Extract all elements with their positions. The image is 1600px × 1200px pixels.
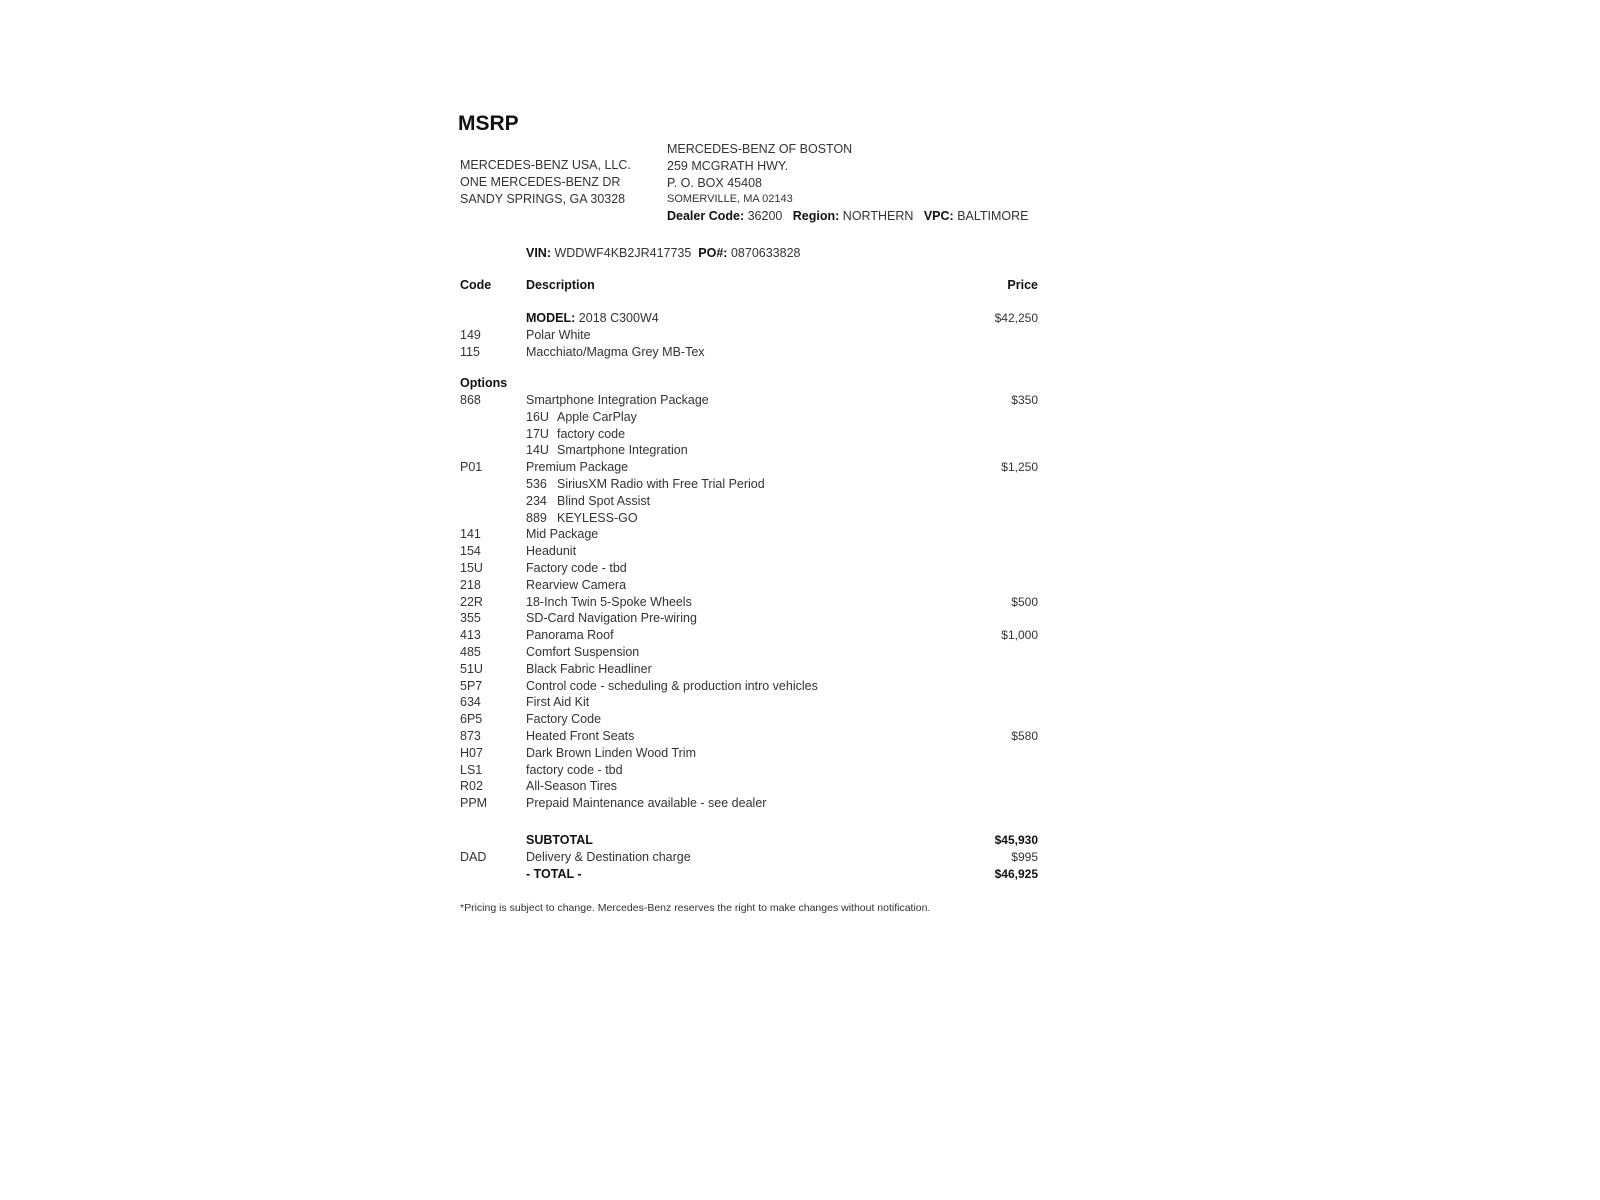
- option-description: Comfort Suspension: [526, 645, 640, 659]
- delivery-row: [460, 850, 1038, 867]
- option-description: factory code - tbd: [526, 762, 623, 777]
- dealer-code: 36200: [747, 209, 783, 224]
- column-headers: [460, 278, 1038, 295]
- row-code: 115: [460, 345, 480, 359]
- option-code: 355: [460, 611, 481, 626]
- option-code: 22R: [460, 594, 483, 609]
- option-code: 15U: [460, 561, 483, 575]
- dealer-line: MERCEDES-BENZ OF BOSTON: [667, 142, 853, 156]
- option-subitem-label: factory code: [557, 426, 626, 441]
- option-code: 634: [460, 695, 481, 710]
- option-row: [460, 527, 1038, 544]
- option-subitem-row: [460, 427, 1038, 444]
- option-description: Headunit: [526, 544, 577, 559]
- model-label: MODEL:: [526, 311, 576, 325]
- option-description: All-Season Tires: [526, 779, 618, 794]
- price-header: Price: [1007, 278, 1038, 292]
- option-description: Control code - scheduling & production intro vehicles: [526, 678, 818, 693]
- vin-value: WDDWF4KB2JR417735: [554, 246, 692, 260]
- option-code: 413: [460, 628, 481, 643]
- option-row: [460, 679, 1038, 696]
- option-code: PPM: [460, 796, 488, 811]
- option-description: [526, 494, 650, 508]
- dealer-line: 259 MCGRATH HWY.: [667, 158, 789, 173]
- delivery-code: DAD: [460, 850, 487, 864]
- option-subcode: 234: [526, 493, 547, 508]
- option-row: [460, 729, 1038, 746]
- option-subitem-row: [460, 511, 1038, 528]
- option-code: 6P5: [460, 712, 483, 727]
- manufacturer-address: [460, 157, 631, 207]
- option-code: 51U: [460, 661, 483, 676]
- manufacturer-line: MERCEDES-BENZ USA, LLC.: [460, 158, 631, 172]
- model-detail-row: [460, 328, 1038, 345]
- options-heading: Options: [460, 376, 508, 390]
- vin-po-line: [526, 246, 801, 260]
- model-value: 2018 C300W4: [578, 311, 659, 325]
- option-row: [460, 779, 1038, 796]
- option-row: [460, 712, 1038, 729]
- option-description: Black Fabric Headliner: [526, 661, 652, 676]
- delivery-label: Delivery & Destination charge: [526, 850, 691, 864]
- option-price: $350: [1011, 393, 1038, 407]
- vin-label: VIN:: [526, 246, 551, 260]
- option-description: [526, 477, 765, 491]
- option-price: $1,000: [1001, 628, 1038, 643]
- option-subcode: 16U: [526, 409, 549, 424]
- option-code: P01: [460, 460, 483, 475]
- option-code: 5P7: [460, 678, 483, 693]
- page-title: MSRP: [458, 112, 519, 135]
- row-description: Polar White: [526, 328, 591, 342]
- dealer-code-label: Dealer Code:: [667, 209, 745, 224]
- option-row: [460, 460, 1038, 477]
- option-subcode: 536: [526, 477, 547, 491]
- option-subitem-label: KEYLESS-GO: [557, 510, 638, 525]
- option-description: [526, 443, 688, 457]
- option-description: 18-Inch Twin 5-Spoke Wheels: [526, 594, 692, 609]
- option-code: 868: [460, 393, 481, 407]
- option-code: 218: [460, 577, 481, 592]
- option-row: [460, 662, 1038, 679]
- option-description: Dark Brown Linden Wood Trim: [526, 745, 696, 760]
- manufacturer-line: ONE MERCEDES-BENZ DR: [460, 174, 621, 189]
- option-description: Heated Front Seats: [526, 729, 635, 743]
- manufacturer-line: SANDY SPRINGS, GA 30328: [460, 191, 626, 206]
- option-row: [460, 695, 1038, 712]
- code-header: Code: [460, 278, 492, 292]
- total-row: [460, 867, 1038, 884]
- option-row: [460, 763, 1038, 780]
- option-row: [460, 628, 1038, 645]
- model-description: [526, 311, 659, 325]
- option-code: 873: [460, 729, 481, 743]
- total-value: $46,925: [994, 867, 1038, 881]
- option-code: 154: [460, 544, 481, 559]
- option-row: [460, 595, 1038, 612]
- option-subitem-label: SiriusXM Radio with Free Trial Period: [557, 477, 765, 491]
- option-subitem-row: [460, 410, 1038, 427]
- option-description: Prepaid Maintenance available - see dealer: [526, 796, 767, 811]
- option-description: Smartphone Integration Package: [526, 393, 709, 407]
- option-description: Panorama Roof: [526, 628, 614, 643]
- option-row: [460, 796, 1038, 813]
- description-header: Description: [526, 278, 595, 292]
- option-description: First Aid Kit: [526, 695, 590, 710]
- option-subitem-row: [460, 477, 1038, 494]
- model-price: $42,250: [994, 311, 1038, 325]
- option-price: $580: [1011, 729, 1038, 743]
- option-description: [526, 410, 637, 424]
- region-value: NORTHERN: [842, 209, 914, 224]
- option-code: R02: [460, 779, 483, 794]
- option-subcode: 17U: [526, 426, 549, 441]
- option-code: LS1: [460, 762, 483, 777]
- model-detail-row: [460, 345, 1038, 362]
- region-label: Region:: [792, 209, 840, 224]
- option-description: Factory Code: [526, 712, 602, 727]
- option-price: $1,250: [1001, 460, 1038, 475]
- po-label: PO#:: [698, 246, 728, 260]
- option-description: Premium Package: [526, 460, 629, 475]
- dealer-line: P. O. BOX 45408: [667, 175, 762, 190]
- subtotal-row: [460, 833, 1038, 850]
- option-row: [460, 561, 1038, 578]
- option-row: [460, 645, 1038, 662]
- vpc-value: BALTIMORE: [957, 209, 1029, 224]
- option-subitem-label: Smartphone Integration: [557, 443, 688, 458]
- option-code: 485: [460, 645, 481, 659]
- dealer-city: SOMERVILLE, MA 02143: [667, 193, 793, 206]
- option-row: [460, 393, 1038, 410]
- option-description: SD-Card Navigation Pre-wiring: [526, 611, 697, 626]
- option-row: [460, 578, 1038, 595]
- dealer-address: [667, 141, 1029, 225]
- dealer-info: [667, 208, 1029, 225]
- option-subcode: 889: [526, 510, 547, 525]
- option-description: [526, 511, 638, 525]
- option-code: H07: [460, 745, 483, 760]
- option-description: Mid Package: [526, 527, 599, 542]
- vpc-label: VPC:: [923, 209, 954, 224]
- option-description: [526, 427, 625, 441]
- row-description: Macchiato/Magma Grey MB-Tex: [526, 345, 705, 359]
- option-row: [460, 746, 1038, 763]
- subtotal-value: $45,930: [994, 833, 1038, 847]
- option-subitem-label: Blind Spot Assist: [557, 493, 651, 508]
- option-subcode: 14U: [526, 443, 549, 458]
- pricing-footnote: *Pricing is subject to change. Mercedes-Benz reserves the right to make changes without notification.: [460, 902, 931, 914]
- row-code: 149: [460, 328, 481, 342]
- option-code: 141: [460, 527, 481, 542]
- option-row: [460, 611, 1038, 628]
- model-row: [460, 311, 1038, 328]
- option-subitem-row: [460, 443, 1038, 460]
- option-subitem-row: [460, 494, 1038, 511]
- subtotal-label: SUBTOTAL: [526, 833, 593, 847]
- total-label: - TOTAL -: [526, 867, 582, 881]
- option-price: $500: [1011, 594, 1038, 609]
- option-subitem-label: Apple CarPlay: [557, 409, 637, 424]
- option-row: [460, 544, 1038, 561]
- po-value: 0870633828: [730, 246, 801, 260]
- option-description: Factory code - tbd: [526, 561, 627, 575]
- delivery-value: $995: [1011, 850, 1038, 864]
- option-description: Rearview Camera: [526, 577, 627, 592]
